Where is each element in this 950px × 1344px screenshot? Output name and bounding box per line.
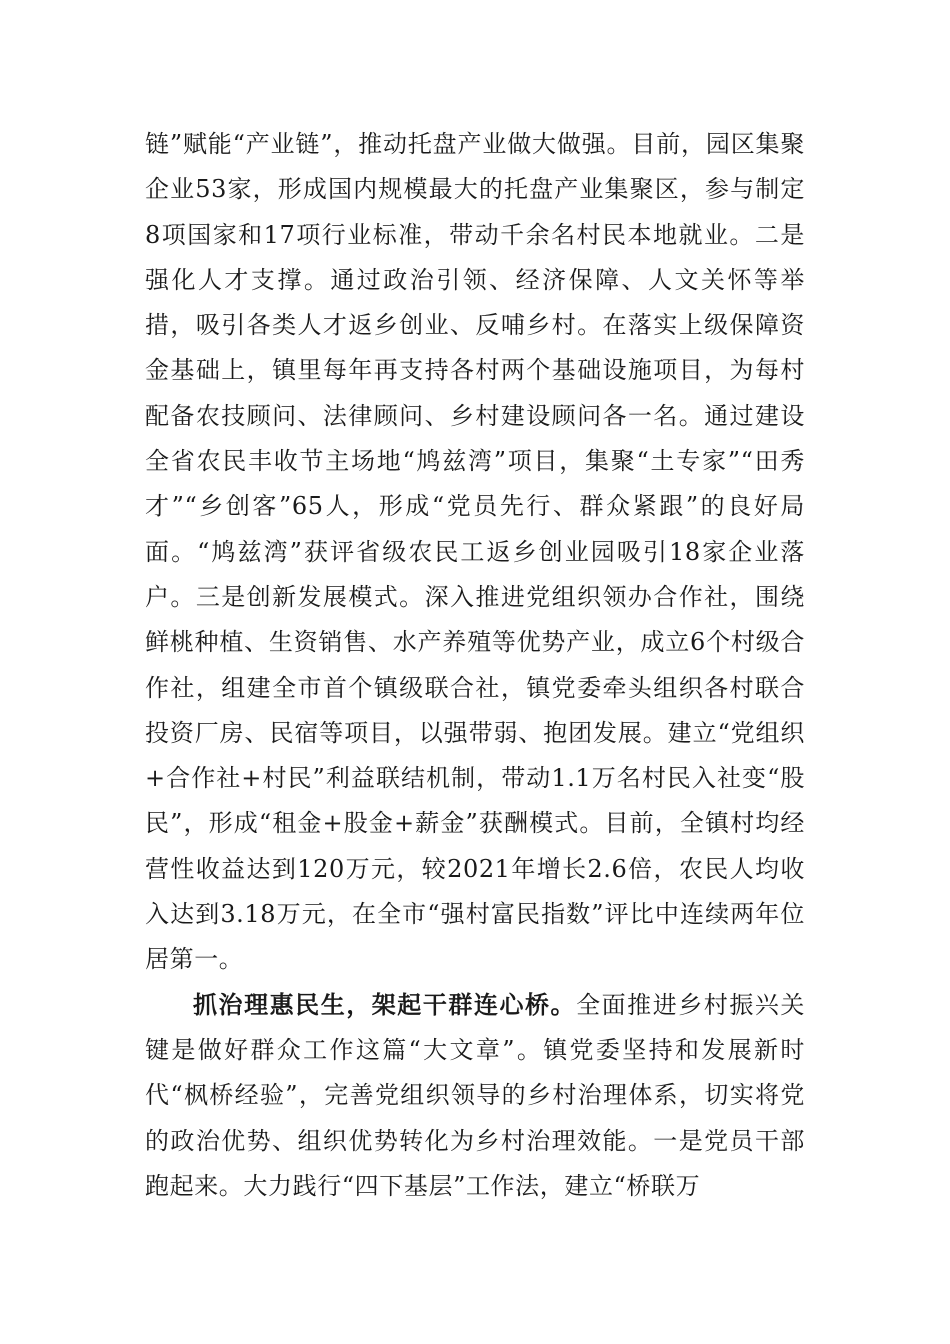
document-body — [145, 122, 805, 1209]
paragraph-2 — [145, 983, 805, 1209]
paragraph-1 — [145, 122, 805, 983]
paragraph-2-lead-heading: 抓治理惠民生，架起干群连心桥。 — [193, 990, 577, 1019]
paragraph-1-text: 链”赋能“产业链”，推动托盘产业做大做强。目前，园区集聚企业53家，形成国内规模最大的托盘产业集聚区，参与制定8项国家和17项行业标准，带动千余名村民本地就业。二是强化人才支撑。通过政治引领、经济保障、人文关怀等举措，吸引各类人才返乡创业、反哺乡村。在落实上级保障资金基础上，镇里每年再支持各村两个基础设施项目，为每村配备农技顾问、法律顾问、乡村建设顾问各一名。通过建设全省农民丰收节主场地“鸠兹湾”项目，集聚“土专家”“田秀才”“乡创客”65人，形成“党员先行、群众紧跟”的良好局面。“鸠兹湾”获评省级农民工返乡创业园吸引18家企业落户。三是创新发展模式。深入推进党组织领办合作社，围绕鲜桃种植、生资销售、水产养殖等优势产业，成立6个村级合作社，组建全市首个镇级联合社，镇党委牵头组织各村联合投资厂房、民宿等项目，以强带弱、抱团发展。建立“党组织+合作社+村民”利益联结机制，带动1.1万名村民入社变“股民”，形成“租金+股金+薪金”获酬模式。目前，全镇村均经营性收益达到120万元，较2021年增长2.6倍，农民人均收入达到3.18万元，在全市“强村富民指数”评比中连续两年位居第一。 — [145, 130, 805, 974]
paragraph-2-text: 全面推进乡村振兴关键是做好群众工作这篇“大文章”。镇党委坚持和发展新时代“枫桥经验”，完善党组织领导的乡村治理体系，切实将党的政治优势、组织优势转化为乡村治理效能。一是党员干部跑起来。大力践行“四下基层”工作法，建立“桥联万 — [145, 990, 806, 1200]
